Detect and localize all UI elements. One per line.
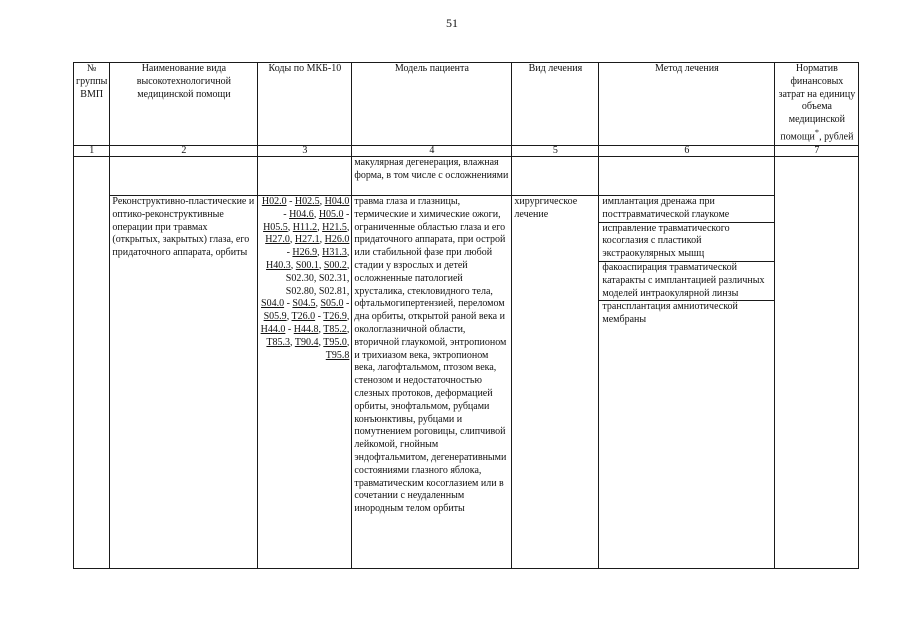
treatment-type-cell: хирургическое лечение: [512, 196, 599, 569]
header-patient-model: Модель пациента: [352, 63, 512, 146]
code-separator: -: [284, 298, 293, 310]
footnote-marker: *: [814, 127, 820, 137]
column-number: 4: [352, 146, 512, 157]
icd10-code: H04.0: [324, 196, 350, 207]
method-item: имплантация дренажа при посттравматической глаукоме: [599, 196, 774, 223]
icd10-code: T90.4: [294, 336, 319, 348]
code-separator: , S02.30, S02.31, S02.80, S02.81,: [285, 259, 350, 297]
code-separator: ,: [286, 311, 292, 323]
continuation-type-cell: [110, 157, 258, 196]
continuation-codes-cell: [258, 157, 352, 196]
icd10-code: H11.2: [292, 221, 318, 233]
code-separator: ,: [319, 196, 325, 207]
header-cost-norm-unit: , рублей: [819, 131, 854, 143]
header-cost-norm-text: Норматив финансовых затрат на единицу объема медицинской помощи: [778, 63, 856, 143]
icd10-code: S05.9: [263, 311, 287, 323]
code-separator: ,: [346, 311, 350, 323]
code-separator: -: [285, 323, 294, 335]
code-separator: -: [343, 298, 350, 310]
column-number: 6: [599, 146, 775, 157]
icd10-code: H02.5: [294, 196, 320, 207]
column-number-row: [74, 146, 859, 157]
method-item: факоаспирация травматической катаракты с имплантацией различных моделей интраокулярной линзы: [599, 262, 774, 301]
code-separator: ,: [318, 336, 324, 348]
code-separator: ,: [315, 298, 321, 310]
code-separator: ,: [346, 323, 350, 335]
code-separator: ,: [346, 221, 350, 233]
code-separator: ,: [290, 336, 295, 348]
cost-norm-cell: [775, 157, 859, 569]
code-separator: ,: [287, 221, 293, 233]
icd10-code: T95.0: [323, 336, 347, 348]
continuation-model-cell: макулярная дегенерация, влажная форма, в том числе с осложнениями: [352, 157, 512, 196]
icd10-code: S00.1: [295, 259, 319, 271]
icd10-code: H31.3: [322, 247, 347, 259]
code-separator: ,: [346, 247, 350, 259]
column-number: 3: [258, 146, 352, 157]
header-group-number: № группы ВМП: [74, 63, 110, 146]
page-number: 51: [446, 16, 458, 30]
header-treatment-type: Вид лечения: [512, 63, 599, 146]
icd10-code: T85.3: [266, 336, 291, 348]
icd10-code: H27.1: [294, 234, 320, 246]
icd10-code: H05.5: [263, 221, 288, 233]
continuation-treatment-cell: [512, 157, 599, 196]
code-separator: -: [283, 208, 290, 220]
code-separator: -: [315, 311, 324, 323]
code-separator: -: [286, 196, 295, 207]
icd10-code: H21.5: [322, 221, 347, 233]
icd10-code: S05.0: [320, 298, 344, 310]
icd10-code: T95.8: [325, 349, 350, 361]
icd10-code: H27.0: [265, 234, 290, 246]
icd10-code: H40.3: [266, 259, 291, 271]
icd10-code: T26.9: [323, 311, 347, 323]
code-separator: -: [286, 247, 293, 259]
icd10-code: H26.9: [292, 247, 318, 259]
code-separator: ,: [346, 336, 350, 348]
continuation-row: [74, 157, 859, 196]
column-number: 1: [74, 146, 110, 157]
header-row: [74, 63, 859, 146]
column-number: 5: [512, 146, 599, 157]
code-separator: ,: [319, 234, 325, 246]
code-separator: ,: [318, 259, 324, 271]
icd10-code: S00.2: [323, 259, 347, 271]
icd10-code: T85.2: [323, 323, 347, 335]
code-separator: ,: [290, 259, 296, 271]
icd10-code: H26.0: [324, 234, 350, 246]
method-item: исправление травматического косоглазия с пластикой экстраокулярных мышц: [599, 223, 774, 262]
continuation-method-cell: [599, 157, 775, 196]
header-cost-norm: [775, 63, 859, 146]
icd10-code: H04.6: [289, 208, 314, 220]
icd10-code: T26.0: [291, 311, 316, 323]
care-type-cell: Реконструктивно-пластические и оптико-реконструктивные операции при травмах (открытых, закрытых) глаза, его придаточного аппарата, орбиты: [110, 196, 258, 569]
icd10-code: H02.0: [261, 196, 287, 207]
icd10-code: H44.0: [260, 323, 286, 335]
icd10-code: S04.0: [261, 298, 285, 310]
icd10-code: H44.8: [293, 323, 319, 335]
header-icd10-codes: Коды по МКБ-10: [258, 63, 352, 146]
table-row: [74, 196, 859, 569]
treatment-methods-cell: [599, 196, 775, 569]
header-treatment-method: Метод лечения: [599, 63, 775, 146]
column-number: 2: [110, 146, 258, 157]
vmp-table: [73, 62, 859, 569]
code-separator: ,: [317, 247, 323, 259]
icd10-code: H05.0: [318, 208, 344, 220]
icd10-code: S04.5: [292, 298, 316, 310]
code-separator: -: [343, 208, 350, 220]
group-number-cell: [74, 157, 110, 569]
patient-model-cell: травма глаза и глазницы, термические и химические ожоги, ограниченные областью глаза и его придаточного аппарата, при острой или стабильной фазе при любой стадии у взрослых и детей осложненные патологией хрусталика, стекловидного тела, офтальмогипертензией, переломом дна орбиты, открытой раной века и окологлазничной области, вторичной глаукомой, энтропионом и трихиазом века, эктропионом века, лагофтальмом, птозом века, стенозом и недостаточностью слезных протоков, деформацией орбиты, энофтальмом, рубцами конъюнктивы, рубцами и помутнением роговицы, слипчивой лейкомой, гнойным эндофтальмитом, дегенеративными состояниями глазного яблока, травматическим косоглазием или в сочетании с неудаленным инородным телом орбиты: [352, 196, 512, 569]
code-separator: ,: [317, 221, 323, 233]
code-separator: ,: [289, 234, 295, 246]
header-care-type: Наименование вида высокотехнологичной медицинской помощи: [110, 63, 258, 146]
code-separator: ,: [318, 323, 324, 335]
method-item: трансплантация амниотической мембраны: [602, 301, 738, 326]
icd10-codes-cell: [258, 196, 352, 569]
code-separator: ,: [313, 208, 319, 220]
column-number: 7: [775, 146, 859, 157]
